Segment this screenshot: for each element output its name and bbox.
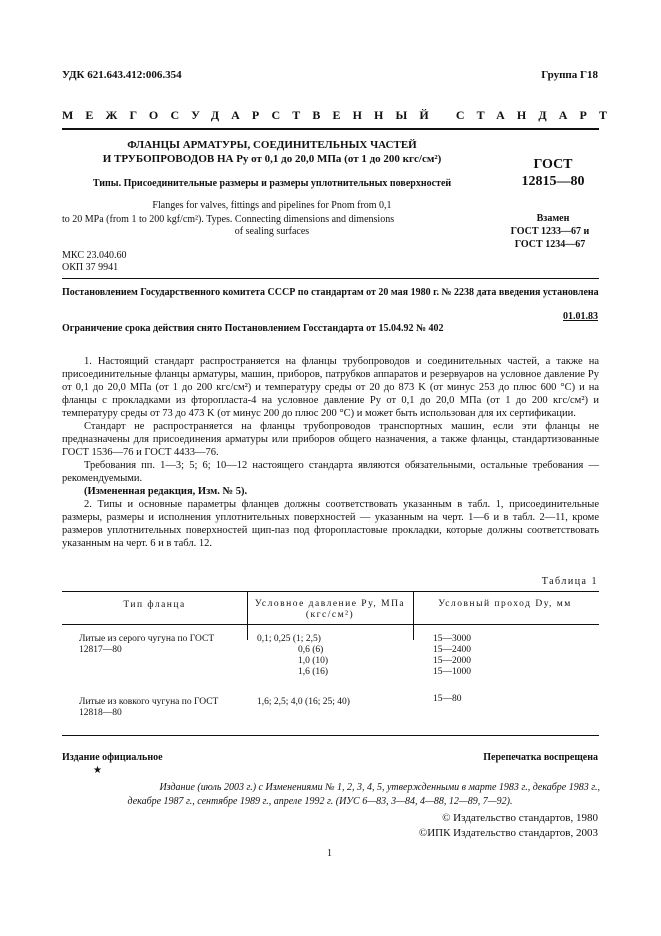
- reprint-prohibited: Перепечатка воспрещена: [483, 752, 598, 763]
- title-rule: [62, 278, 599, 279]
- title-en-line3: of sealing surfaces: [234, 226, 310, 237]
- table-cell-diameter: [433, 694, 462, 705]
- edition-info-line2: декабре 1987 г., сентябре 1989 г., апреле 1992 г. (ИУС 6—83, 3—84, 4—88, 12—89, 7—92).: [127, 796, 513, 807]
- table-row: [79, 697, 239, 719]
- paragraph-2: Стандарт не распространяется на фланцы трубопроводов транспортных машин, если эти фланцы не предназначены для присоединения арматуры или приборов общего назначения, а также фланцы, стандартизованные ГОСТ 1536—76 и ГОСТ 4433—76.: [62, 421, 599, 458]
- pressure-value: 0,6 (6): [298, 645, 324, 655]
- title-en-line1: Flanges for valves, fittings and pipelines for Pnom from 0,1: [152, 200, 392, 211]
- table-header-type: Тип фланца: [123, 600, 186, 610]
- udk-code: УДК 621.643.412:006.354: [62, 69, 182, 81]
- star-mark: ★: [93, 765, 102, 776]
- replace-standard-1: ГОСТ 1233—67 и: [510, 226, 590, 237]
- table-cell-type: Литые из серого чугуна по ГОСТ 12817—80: [79, 634, 215, 655]
- gost-label: ГОСТ: [533, 157, 573, 172]
- diameter-value: 15—80: [433, 694, 462, 704]
- official-edition: Издание официальное: [62, 752, 163, 763]
- pressure-value: 1,6; 2,5; 4,0 (16; 25; 40): [257, 697, 350, 707]
- decree-text: Постановлением Государственного комитета СССР по стандартам от 20 мая 1980 г. № 2238 дата введения установлена: [62, 287, 599, 298]
- table-header-diameter: Условный проход Dу, мм: [438, 599, 572, 609]
- title-ru-subtitle: Типы. Присоединительные размеры и размеры уплотнительных поверхностей: [92, 178, 452, 189]
- table-row: [79, 634, 239, 656]
- title-ru-line1: ФЛАНЦЫ АРМАТУРЫ, СОЕДИНИТЕЛЬНЫХ ЧАСТЕЙ: [127, 139, 417, 151]
- replace-label: Взамен: [536, 213, 570, 224]
- gost-number: 12815—80: [521, 174, 585, 189]
- pressure-value: 0,1; 0,25 (1; 2,5): [257, 634, 321, 644]
- table-top-rule: [62, 591, 599, 592]
- paragraph-amendment: (Измененная редакция, Изм. № 5).: [84, 486, 248, 497]
- table-cell-diameter: [433, 634, 471, 678]
- pressure-value: 1,6 (16): [298, 667, 329, 677]
- paragraph-1: 1. Настоящий стандарт распространяется на фланцы трубопроводов и соединительных частей, а также на присоединительные фланцы арматуры, машин, приборов, патрубков аппаратов и резервуаров на условное давление Pу от 0,1 до 20,0 МПа (от 1 до 200 кгс/см²) и температуру среды от 20 до 873 K (от минус 253 до плюс 600 °С) и на фланцы с прокладками из фторопласта-4 на условное давление Pу от 0,1 до 20,0 МПа (от 1 до 200 кгс/см²) и температуру среды от 73 до 473 K (от минус 200 до плюс 200 °С) и может быть использован для их сертификации.: [62, 356, 599, 419]
- introduction-date: 01.01.83: [563, 311, 598, 322]
- interstate-standard-heading: МЕЖГОСУДАРСТВЕННЫЙ СТАНДАРТ: [62, 108, 620, 122]
- table-caption: Таблица 1: [541, 576, 598, 587]
- copyright-1980: © Издательство стандартов, 1980: [442, 812, 598, 824]
- okp-code: ОКП 37 9941: [62, 262, 119, 273]
- group-code: Группа Г18: [541, 69, 598, 81]
- paragraph-3: Требования пп. 1—3; 5; 6; 10—12 настоящего стандарта являются обязательными, остальные требования — рекомендуемыми.: [62, 460, 599, 484]
- page-number: 1: [327, 848, 332, 859]
- table-header-pressure: Условное давление Pу, МПа (кгс/см²): [254, 599, 406, 620]
- paragraph-2-types: 2. Типы и основные параметры фланцев должны соответствовать указанным в табл. 1, присоединительные размеры, размеры и исполнения уплотнительных поверхностей — указанным на черт. 1—6 и в табл. 2—11, кроме размеров уплотнительных поверхностей щип-паз под фторопластовые прокладки, которые должны соответствовать указанным на черт. 6 и в табл. 12.: [62, 499, 599, 549]
- title-en-line2: to 20 MPa (from 1 to 200 kgf/cm²). Types. Connecting dimensions and dimensions: [62, 214, 395, 225]
- limit-removed-text: Ограничение срока действия снято Постановлением Госстандарта от 15.04.92 № 402: [62, 323, 444, 334]
- table-cell-type: Литые из ковкого чугуна по ГОСТ 12818—80: [79, 697, 219, 718]
- pressure-value: 1,0 (10): [298, 656, 329, 666]
- table-cell-pressure: [257, 697, 350, 708]
- body-text: [62, 355, 599, 550]
- table-col-divider-2: [413, 592, 414, 640]
- table-bottom-rule: [62, 735, 599, 736]
- copyright-2003: ©ИПК Издательство стандартов, 2003: [418, 827, 598, 839]
- diameter-value: 15—2000: [433, 656, 471, 666]
- diameter-value: 15—3000: [433, 634, 471, 644]
- table-cell-pressure: [257, 634, 321, 645]
- table-cell-pressure: [298, 645, 328, 678]
- title-ru-line2: И ТРУБОПРОВОДОВ НА Pу от 0,1 до 20,0 МПа (от 1 до 200 кгс/см²): [102, 153, 442, 165]
- mks-code: МКС 23.040.60: [62, 250, 127, 261]
- diameter-value: 15—2400: [433, 645, 471, 655]
- replace-standard-2: ГОСТ 1234—67: [514, 239, 586, 250]
- table-header-rule: [62, 624, 599, 625]
- header-rule: [62, 128, 599, 130]
- table-col-divider-1: [247, 592, 248, 640]
- diameter-value: 15—1000: [433, 667, 471, 677]
- edition-info-line1: Издание (июль 2003 г.) с Изменениями № 1, 2, 3, 4, 5, утвержденными в марте 1983 г., декабре 1983 г.,: [159, 782, 600, 793]
